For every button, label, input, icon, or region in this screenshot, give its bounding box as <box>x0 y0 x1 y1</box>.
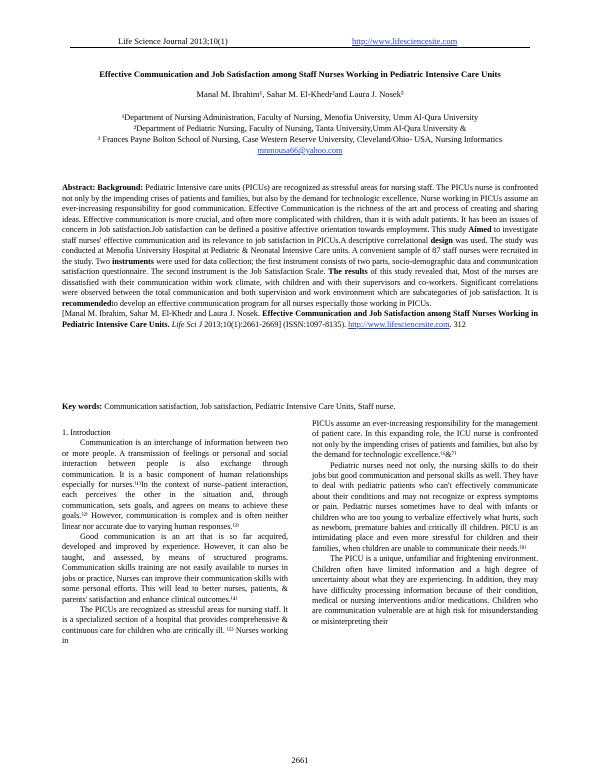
abstract-text-2: to investigate staff nurses' effective communication and its relevance to job satisfaction in PICUs.A descriptive correlational <box>62 225 538 245</box>
abstract-text-3: was used. The study was conducted at Menofia University Hospital at Pediatric & Neonatal Intensive Care units. A convenient sample of 87 staff nurses were recruited in the study. Two <box>62 235 538 266</box>
abstract-text-1: Pediatric Intensive care units (PICUs) are recognized as stressful areas for nursing staff. The PICUs nurse is confronted not only by the impending crises of patients and families, but also by the demand for technologic excellence. Nurse working in PICUs assume an ever-increasing responsibility for good communication. Effective Communication is the richness of the art and process of creating and sharing ideas. Effective communication is more crucial, and often more complicated with children, than it is with adult patients. It has been an issues of concern in Job satisfaction.Job satisfaction can be defined a positive affective orientation towards employment. This study <box>62 183 538 234</box>
abstract-text-4: were used for data collection; the first instrument consists of two parts, socio-demographic data and communication satisfaction questionnaire. The second instrument is the Job Satisfaction Scale. <box>62 256 538 276</box>
column-right <box>312 419 538 627</box>
citation-url-link[interactable]: http://www.lifesciencesite.com <box>348 319 450 329</box>
keywords-text: Communication satisfaction, Job satisfaction, Pediatric Intensive Care Units, Staff nurse. <box>102 402 396 411</box>
affiliation-1: ¹Department of Nursing Administration, Faculty of Nursing, Menofia University, Umm Al-Qura University <box>121 113 479 122</box>
abstract-design: design <box>430 235 453 245</box>
author-email-link[interactable]: mnmousa66@yahoo.com <box>257 146 343 155</box>
paper-title: Effective Communication and Job Satisfaction among Staff Nurses Working in Pediatric Intensive Care Units <box>99 69 501 79</box>
abstract-text-6: to develop an effective communication program for all nurses especially those working in PICUs. <box>111 298 432 308</box>
abstract-label: Abstract: Background: <box>62 183 144 192</box>
keywords-label: Key words: <box>62 402 103 411</box>
citation-journal: Life Sci J <box>169 319 203 329</box>
affiliations <box>70 112 530 156</box>
intro-paragraph-2: Good communication is an art that is so far acquired, developed and improved by experience. However, it can also be taught, and assessed, by means of structured programs. Communication skills training are not easily available to nurses in jobs or practice, Nurses can improve their communication skills with some personal efforts. This will lead to better nurses, patients, & parents' satisfaction and enhance clinical outcomes.⁽⁴⁾ <box>62 532 289 604</box>
intro-paragraph-5: The PICU is a unique, unfamiliar and frightening environment. Children often have limited information and a high degree of uncertainty about what they are experiencing. In addition, they may have difficulty processing information because of their condition, medical or nursing interventions and/or medications. Children who are communication vulnerable are at high risk for misunderstanding or misinterpreting their <box>312 554 538 626</box>
journal-header: Life Science Journal 2013;10(1) <box>118 36 228 46</box>
affiliation-2: ²Department of Pediatric Nursing, Faculty of Nursing, Tanta University,Umm Al-Qura University & <box>133 124 467 133</box>
citation-details: 2013;10(1):2661-2669] (ISSN:1097-8135). <box>202 319 349 329</box>
citation <box>62 309 538 330</box>
intro-paragraph-3-cont: PICUs assume an ever-increasing responsibility for the management of patient care. In this expanding role, the ICU nurse is confronted not only by the impending crises of patients and families, but also by the demand for technologic excellence.⁽⁶&⁷⁾ <box>312 419 538 460</box>
abstract-aimed: Aimed <box>468 225 492 234</box>
header-rule <box>70 47 530 48</box>
abstract-text-5: of this study revealed that, Most of the nurses are dissatisfied with their communication within work climate, with children and with their supervisors and co-workers. Significant correlations were observed between the total communication and both supervision and work environment which are subcategories of job satisfaction. It is <box>62 267 538 297</box>
column-left <box>62 428 288 647</box>
abstract-instruments: instruments <box>112 256 154 266</box>
abstract-recommended: recommended <box>62 298 112 308</box>
intro-paragraph-1: Communication is an interchange of information between two or more people. A transmission of feelings or personal and social interaction between people is also exchange through communication. It is a basic component of human relationships especially for nurses.⁽¹⁾In the context of nurse–patient interaction, each perceives the other in the situation and, through communication, sets goals, and agrees on means to achieve these goals.⁽²⁾ However, communication is complex and is often neither linear nor accurate due to varying human responses.⁽³⁾ <box>62 438 288 531</box>
journal-url-link[interactable]: http://www.lifesciencesite.com <box>352 36 458 46</box>
keywords <box>62 402 538 413</box>
abstract-results: The results <box>328 267 368 276</box>
citation-authors: [Manal M. Ibrahim, Sahar M. El-Khedr and Laura J. Nosek. <box>62 309 263 318</box>
affiliation-3: ³ Frances Payne Bolton School of Nursing, Case Western Reserve University, Cleveland/Ohio- USA, Nursing Informatics <box>97 135 503 144</box>
intro-paragraph-3: The PICUs are recognized as stressful areas for nursing staff. It is a specialized section of a hospital that provides comprehensive & continuous care for children who are critically ill. ⁽⁵⁾ Nurses working in <box>62 604 288 646</box>
author-list: Manal M. Ibrahim¹, Sahar M. El-Khedr²and Laura J. Nosek³ <box>196 89 404 99</box>
section-heading-introduction: 1. Introduction <box>62 428 111 437</box>
page-number: 2661 <box>291 755 309 765</box>
abstract <box>62 183 538 330</box>
intro-paragraph-4: Pediatric nurses need not only, the nursing skills to do their jobs but good communication and personal skills as well. They have to deal with pediatric patients who can't effectively communicate about their conditions and may not recognize or express symptoms or pain. Pediatric nurses sometimes have to deal with infants or children who are too young to verbalize effectively what hurts, such as newborn, premature babies and critically ill children. PICU is an intimidating place and even more stressful for children and their families, when children are unable to communicate their needs.⁽⁸⁾ <box>312 460 538 553</box>
citation-id: . 312 <box>449 319 466 329</box>
citation-title: Effective Communication and Job Satisfaction among Staff Nurses Working in Pediatric Intensive Care Units. <box>62 309 539 329</box>
